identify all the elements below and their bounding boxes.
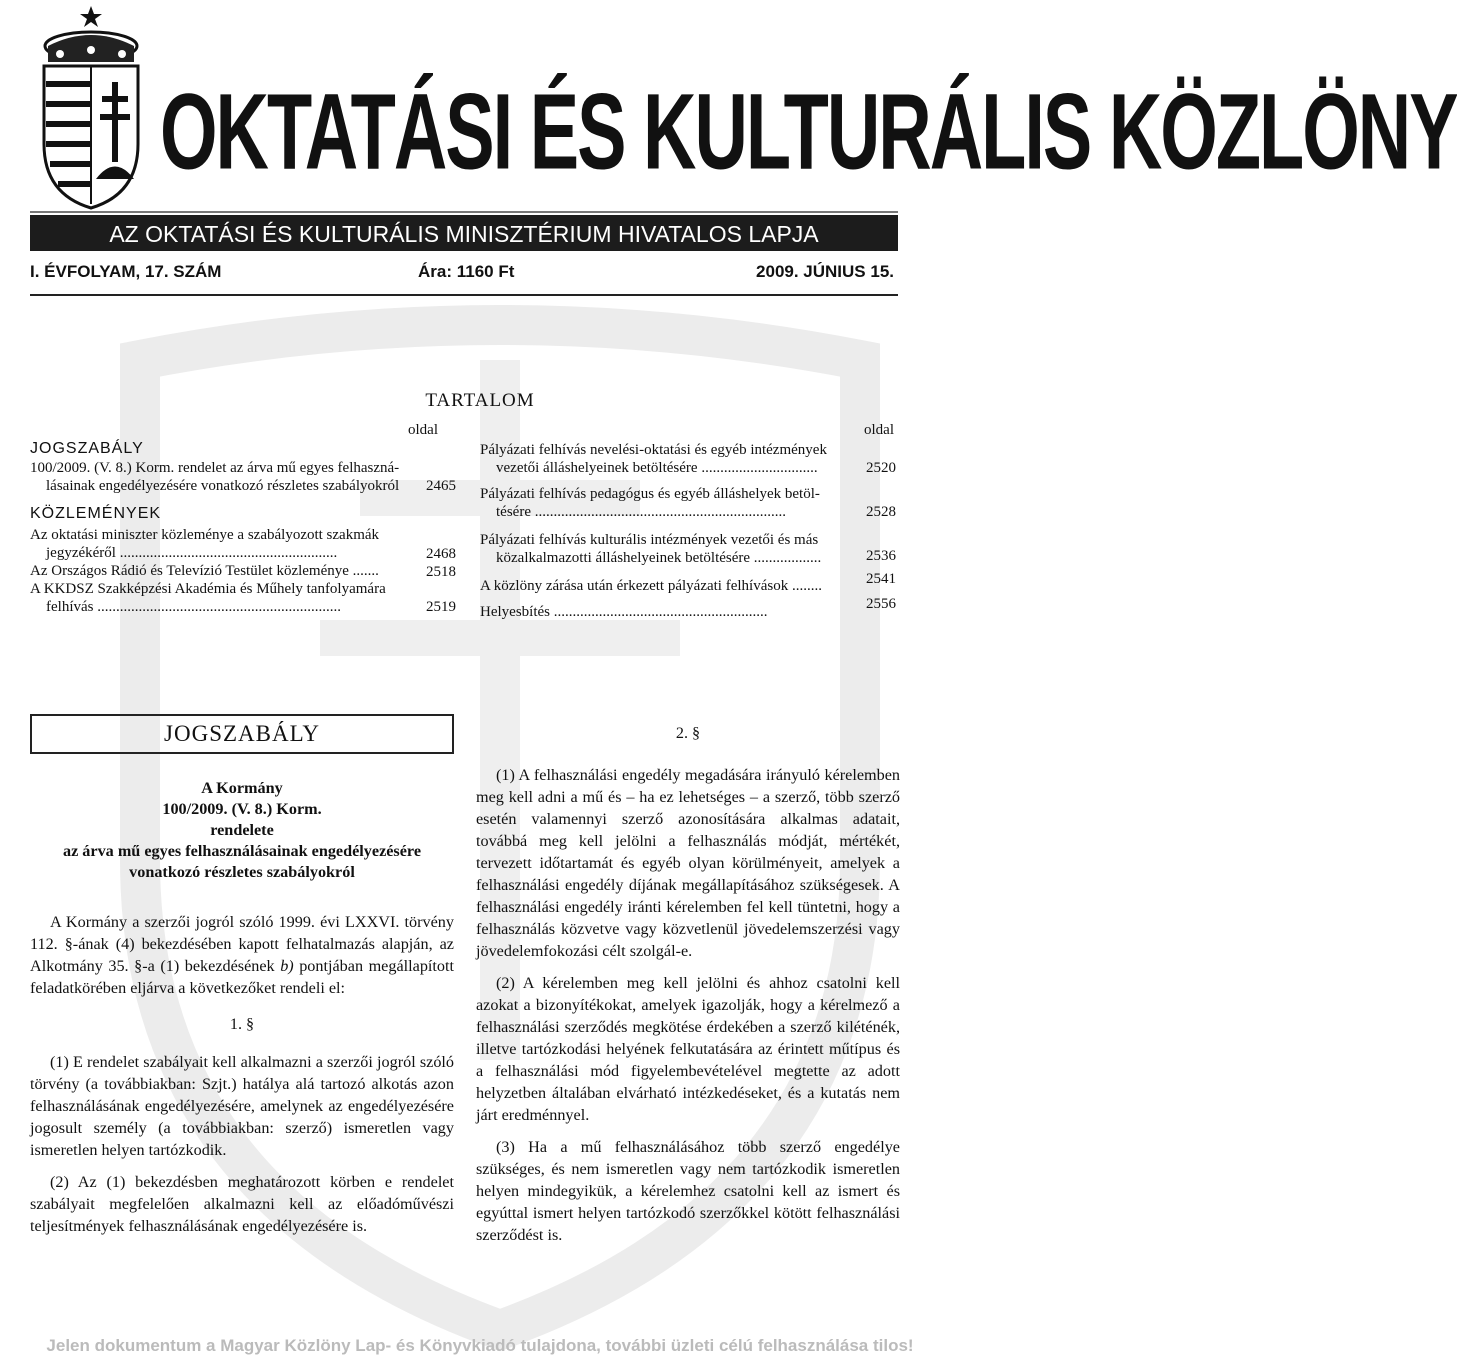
toc-entry-text: Az Országos Rádió és Televízió Testület közleménye ....... <box>30 563 379 579</box>
footer-copyright-notice: Jelen dokumentum a Magyar Közlöny Lap- és Könyvkiadó tulajdona, további üzleti célú felhasználása tilos! <box>46 1336 914 1355</box>
toc-entry-text: tésére ................................................................... <box>496 504 786 520</box>
toc-page-number: 2528 <box>866 504 896 520</box>
publication-title: OKTATÁSI ÉS KULTURÁLIS KÖZLÖNY <box>160 71 1457 192</box>
toc-entry-text: lásainak engedélyezésére vonatkozó részletes szabályokról <box>46 478 400 494</box>
toc-entry[interactable] <box>480 577 840 595</box>
preamble-text: A Kormány a szerzői jogról szóló 1999. évi LXXVI. törvény 112. §-ának (4) bekezdésében kapott felhatalmazás alapján, az Alkotmány 35. §-a (1) bekezdésének <box>30 913 454 975</box>
toc-entry-text: Pályázati felhívás kulturális intézmények vezetői és más <box>480 532 819 548</box>
toc-entry-text: 100/2009. (V. 8.) Korm. rendelet az árva mű egyes felhaszná- <box>30 460 400 476</box>
toc-entry[interactable] <box>30 580 400 616</box>
decree-heading <box>30 778 454 883</box>
toc-entry[interactable] <box>480 531 840 567</box>
article-left-column <box>30 778 454 1237</box>
toc-page-number: 2519 <box>426 599 456 615</box>
decree-title: vonatkozó részletes szabályokról <box>129 863 355 881</box>
toc-right-column <box>480 441 840 621</box>
preamble-text: pontjában megállapított feladatkörében eljárva a következőket rendeli el: <box>30 957 454 997</box>
preamble <box>30 911 454 999</box>
decree-kind: rendelete <box>210 821 274 839</box>
decree-number: 100/2009. (V. 8.) Korm. <box>162 800 322 818</box>
toc-section-heading: KÖZLEMÉNYEK <box>30 505 162 522</box>
toc-entry-text: Helyesbítés ......................................................... <box>480 604 768 620</box>
toc-page-number: 2468 <box>426 546 456 562</box>
toc-entry-text: felhívás ................................................................. <box>46 599 341 615</box>
paragraph: (3) Ha a mű felhasználásához több szerző engedélye szükséges, és nem ismeretlen vagy nem tartózkodik ismeretlen helyen mindegyikük, a kérelemhez csatolni kell az ismert és egyúttal ismert helyen tartózkodó szerzőkkel kötött felhasználási szerződést is. <box>476 1138 900 1244</box>
issue-date: 2009. JÚNIUS 15. <box>756 262 894 281</box>
toc-page-label-right: oldal <box>864 422 894 438</box>
publication-subtitle-bar: AZ OKTATÁSI ÉS KULTURÁLIS MINISZTÉRIUM HIVATALOS LAPJA <box>30 215 898 251</box>
toc-page-number: 2520 <box>866 460 896 476</box>
paragraph: (2) Az (1) bekezdésben meghatározott körben e rendelet szabályait megfelelően alkalmazni kell az előadóművészi teljesítmények felhasználásának engedélyezésére is. <box>30 1173 454 1235</box>
toc-entry-text: közalkalmazotti álláshelyeinek betöltésére .................. <box>496 550 822 566</box>
section-number: 1. § <box>229 1015 255 1033</box>
toc-entry[interactable] <box>30 562 400 580</box>
toc-page-number: 2536 <box>866 548 896 564</box>
section-number: 2. § <box>675 724 701 742</box>
article-right-column <box>476 722 900 1246</box>
hungarian-coat-of-arms-logo <box>38 4 144 210</box>
toc-entry-text: A közlöny zárása után érkezett pályázati felhívások ........ <box>480 578 822 594</box>
toc-page-number: 2541 <box>866 571 896 587</box>
toc-entry[interactable] <box>480 603 840 621</box>
toc-entry[interactable] <box>480 485 840 521</box>
toc-entry-text: Pályázati felhívás nevelési-oktatási és egyéb intézmények <box>480 442 827 458</box>
toc-entry-text: Az oktatási miniszter közleménye a szabályozott szakmák <box>30 527 380 543</box>
paragraph: (1) A felhasználási engedély megadására irányuló kérelemben meg kell adni a mű és – ha ez lehetséges – a szerző, több szerző esetén valamennyi szerző azonosítására alkalmas adatait, továbbá meg kell jelölni a felhasználás módját, mértékét, tervezett időtartamát és egyéb olyan körülményeit, amelyek a felhasználási engedély díjának megállapításához szükségesek. A felhasználási engedély iránti kérelemben fel kell tüntetni, hogy a felhasználás közvetve vagy közvetlenül jövedelemszerzési vagy jövedelemfokozási célt szolgál-e. <box>476 766 900 960</box>
toc-entry-text: vezetői álláshelyeinek betöltésére ............................... <box>496 460 818 476</box>
toc-section-heading: JOGSZABÁLY <box>30 440 144 457</box>
toc-entry-text: A KKDSZ Szakképzési Akadémia és Műhely tanfolyamára <box>30 581 386 597</box>
paragraph: (2) A kérelemben meg kell jelölni és ahhoz csatolni kell azokat a bizonyítékokat, amelyek igazolják, hogy a kérelmező a felhasználási szerződés megkötése érdekében a szerző kiléténék, illetve tartózkodási helyének felkutatására az érintett műtípus és a felhasználási mód figyelembevételével megtette az adott helyzetben általában elvárható intézkedéseket, és a kutatás nem járt eredménnyel. <box>476 974 900 1124</box>
toc-entry-text: jegyzékéről .......................................................... <box>46 545 338 561</box>
toc-entry[interactable] <box>30 459 400 495</box>
toc-page-number: 2465 <box>426 478 456 494</box>
issue-volume: I. ÉVFOLYAM, 17. SZÁM <box>30 262 222 281</box>
toc-page-label-left: oldal <box>408 422 438 438</box>
toc-entry-text: Pályázati felhívás pedagógus és egyéb álláshelyek betöl- <box>480 486 820 502</box>
decree-issuer: A Kormány <box>201 779 283 797</box>
toc-entry[interactable] <box>30 526 400 562</box>
toc-page-number: 2518 <box>426 564 456 580</box>
header-rule <box>30 294 898 296</box>
toc-title: TARTALOM <box>425 390 535 411</box>
toc-left-column <box>30 440 400 616</box>
paragraph: (1) E rendelet szabályait kell alkalmazni a szerzői jogról szóló törvény (a továbbiakban: Szjt.) hatálya alá tartozó alkotás azon felhasználásának engedélyezésére, amelynek az engedélyezésére jogosult személy (a továbbiakban: szerző) ismeretlen vagy ismeretlen helyen tartózkodik. <box>30 1053 454 1159</box>
toc-page-number: 2556 <box>866 596 896 612</box>
section-heading-box: JOGSZABÁLY <box>30 714 454 754</box>
preamble-text: b) <box>280 957 294 975</box>
issue-price: Ára: 1160 Ft <box>418 262 515 281</box>
decree-title: az árva mű egyes felhasználásainak engedélyezésére <box>62 842 421 860</box>
toc-entry[interactable] <box>480 441 840 477</box>
